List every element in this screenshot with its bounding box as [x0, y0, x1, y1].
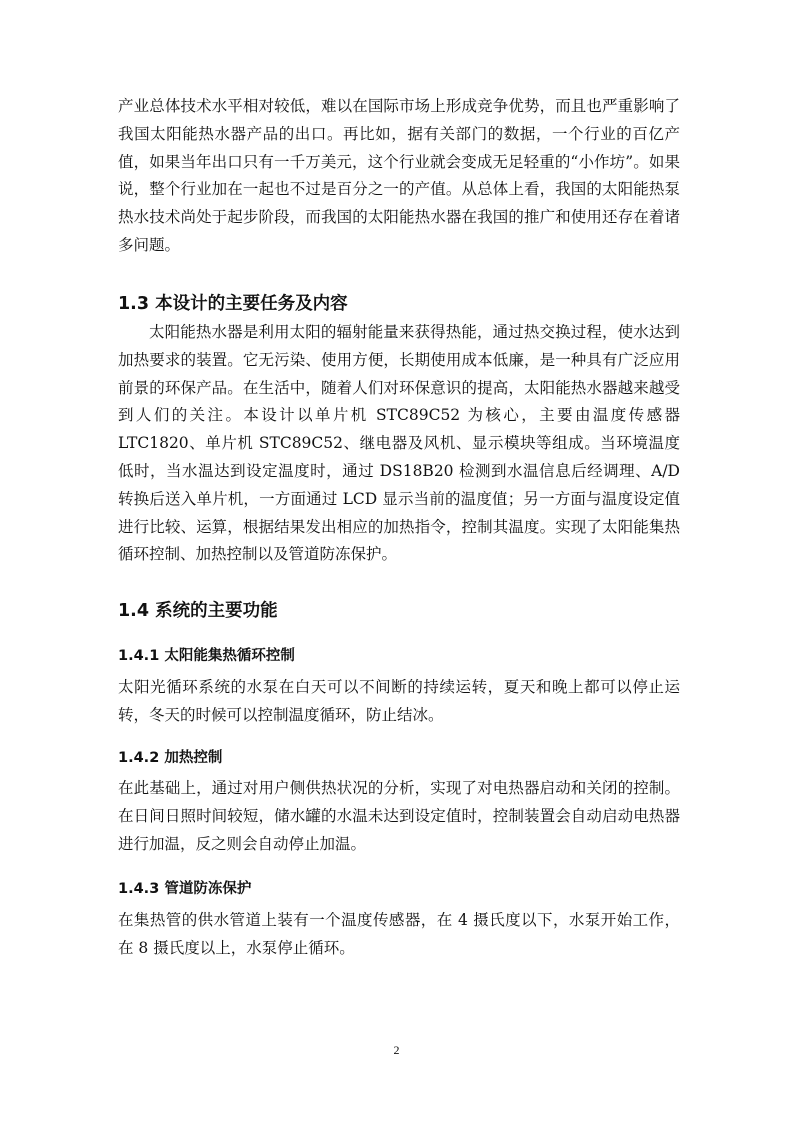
- heading-1-4: 1.4 系统的主要功能: [118, 601, 278, 621]
- paragraph-1-4-2: 在此基础上，通过对用户侧供热状况的分析，实现了对电热器启动和关闭的控制。在日间日照时间较短，储水罐的水温未达到设定值时，控制装置会自动启动电热器进行加温，反之则会自动停止加温。: [118, 779, 680, 853]
- heading-1-4-3: 1.4.3 管道防冻保护: [118, 881, 252, 897]
- heading-1-4-1: 1.4.1 太阳能集热循环控制: [118, 648, 295, 664]
- paragraph-1-4-3: 在集热管的供水管道上装有一个温度传感器，在 4 摄氏度以下，水泵开始工作，在 8 摄氏度以上，水泵停止循环。: [118, 911, 680, 957]
- paragraph-1-3: 太阳能热水器是利用太阳的辐射能量来获得热能，通过热交换过程，使水达到加热要求的装置。它无污染、使用方便，长期使用成本低廉，是一种具有广泛应用前景的环保产品。在生活中，随着人们对环保意识的提高，太阳能热水器越来越受到人们的关注。本设计以单片机 STC89C52 为核心，主要由温度传感器 LTC1820、单片机 STC89C52、继电器及风机、显示模块等组成。当环境温度低时，当水温达到设定温度时，通过 DS18B20 检测到水温信息后经调理、A/D 转换后送入单片机，一方面通过 LCD 显示当前的温度值；另一方面与温度设定值进行比较、运算，根据结果发出相应的加热指令，控制其温度。实现了太阳能集热循环控制、加热控制以及管道防冻保护。: [118, 323, 680, 564]
- heading-1-3: 1.3 本设计的主要任务及内容: [118, 294, 348, 314]
- paragraph-1-4-1: 太阳光循环系统的水泵在白天可以不间断的持续运转，夏天和晚上都可以停止运转，冬天的时候可以控制温度循环，防止结冰。: [118, 678, 680, 724]
- page-number: 2: [393, 1043, 400, 1057]
- paragraph-intro-continued: 产业总体技术水平相对较低，难以在国际市场上形成竞争优势，而且也严重影响了我国太阳能热水器产品的出口。再比如，据有关部门的数据，一个行业的百亿产值，如果当年出口只有一千万美元，这个行业就会变成无足轻重的“小作坊”。如果说，整个行业加在一起也不过是百分之一的产值。从总体上看，我国的太阳能热泵热水技术尚处于起步阶段，而我国的太阳能热水器在我国的推广和使用还存在着诸多问题。: [118, 97, 680, 254]
- heading-1-4-2: 1.4.2 加热控制: [118, 750, 223, 766]
